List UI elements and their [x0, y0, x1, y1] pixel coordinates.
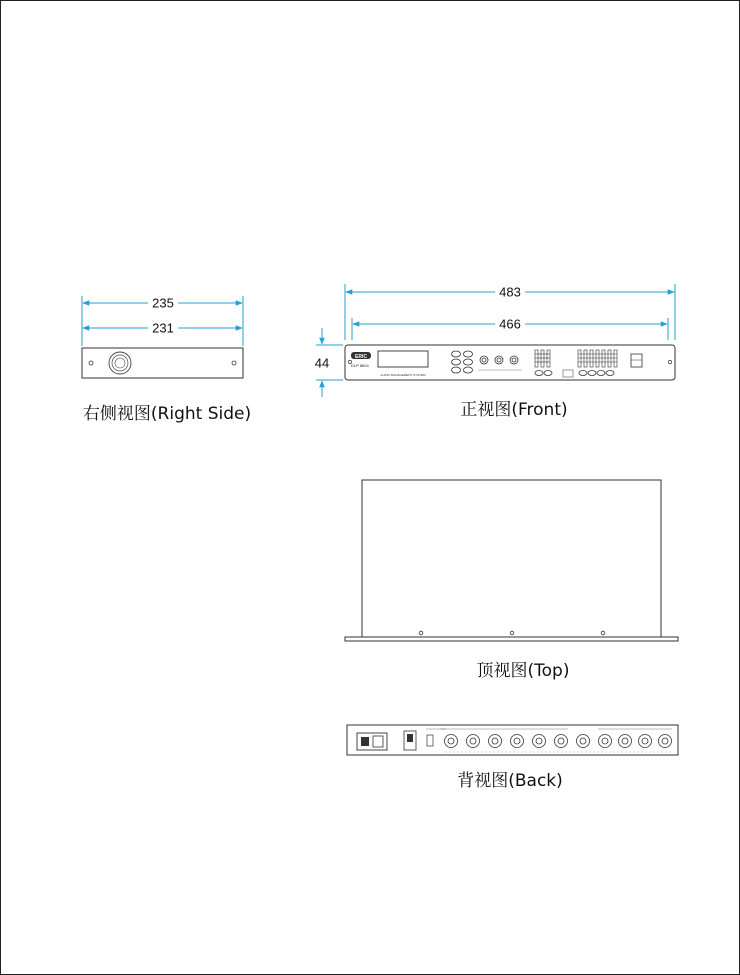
- top-cover: [362, 480, 661, 637]
- brand-logo: ERIC: [355, 354, 367, 360]
- caption-right-side: 右侧视图(Right Side): [82, 404, 252, 424]
- model-label: DLP 8604: [351, 363, 369, 368]
- rack-ears: [345, 637, 678, 641]
- back-view: [347, 725, 678, 755]
- caption-top: 顶视图(Top): [476, 661, 570, 681]
- dim-label-44: 44: [311, 356, 333, 371]
- side-panel: [82, 348, 243, 378]
- panel-text: AUDIO MANAGEMENT SYSTEM: [380, 373, 426, 377]
- top-view: [345, 480, 678, 641]
- dim-label-483: 483: [495, 285, 525, 300]
- back-panel: [347, 725, 678, 755]
- front-view: [316, 284, 675, 397]
- caption-front: 正视图(Front): [460, 400, 568, 420]
- caption-back: 背视图(Back): [457, 771, 563, 791]
- dim-label-231: 231: [148, 321, 178, 336]
- lcd-display: [378, 351, 428, 367]
- dim-label-466: 466: [495, 317, 525, 332]
- dim-label-235: 235: [148, 296, 178, 311]
